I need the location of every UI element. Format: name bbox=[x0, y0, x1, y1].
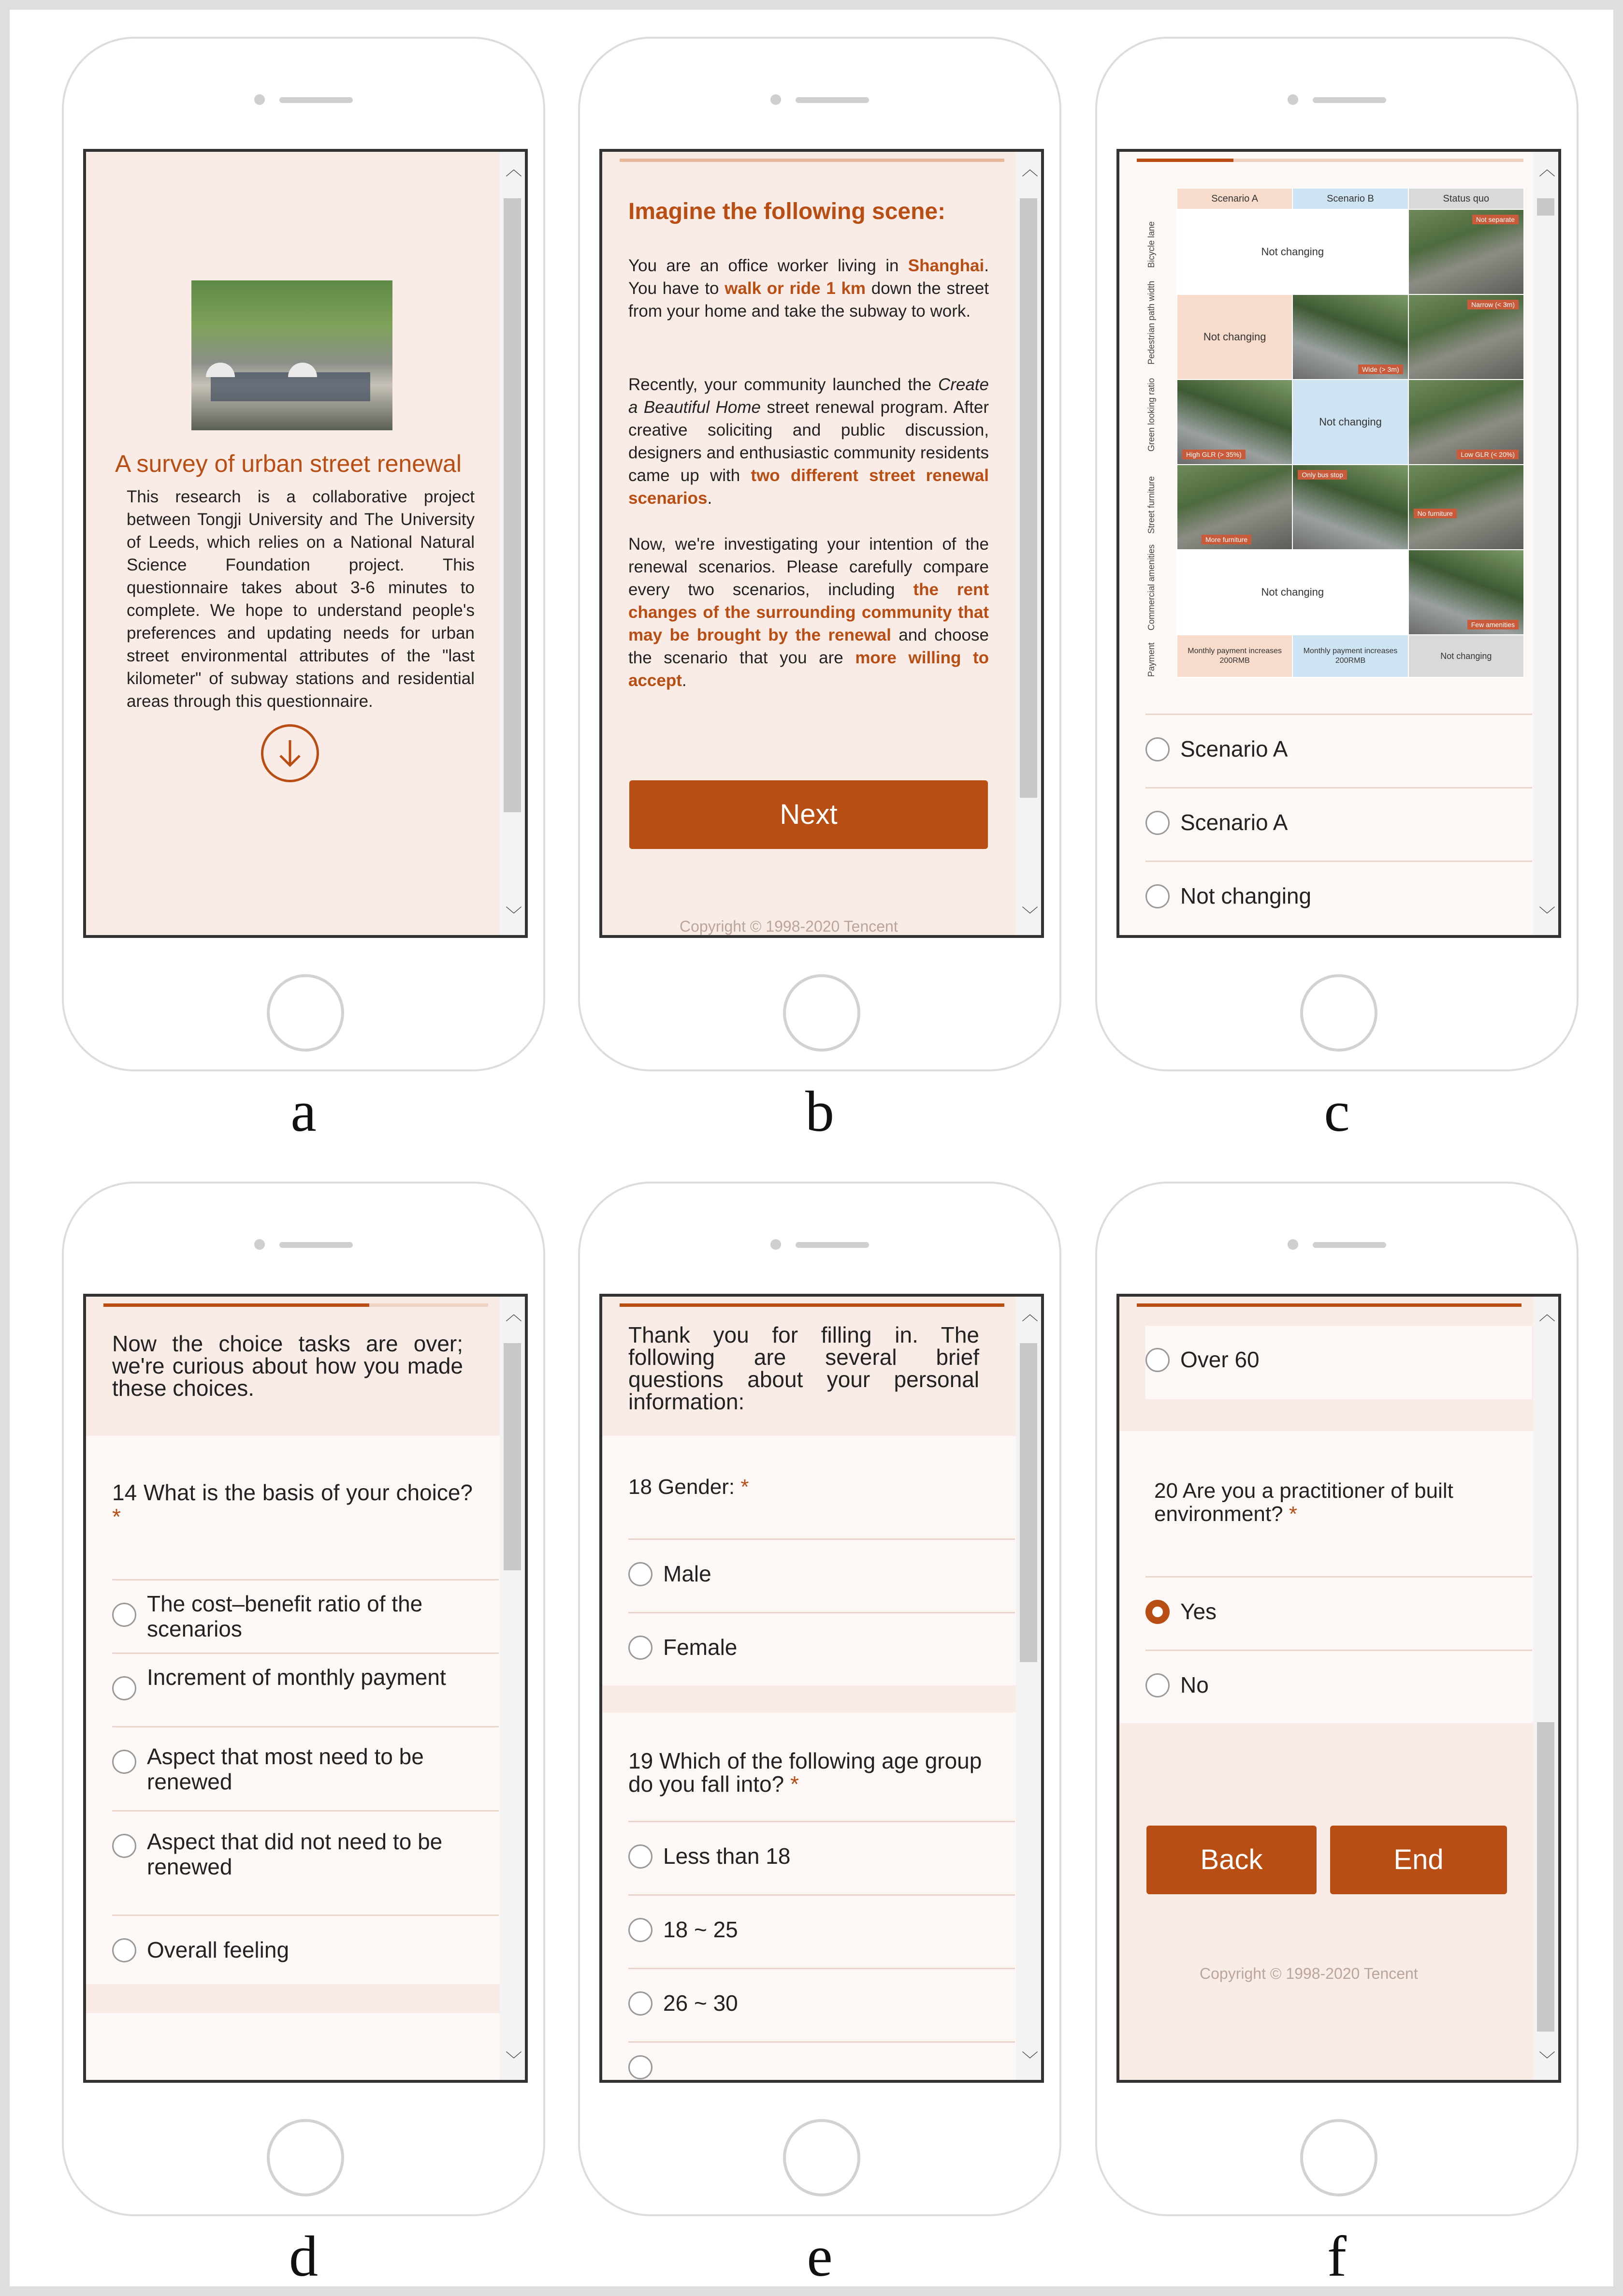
radio-option-over-60[interactable] bbox=[1145, 1326, 1532, 1399]
option-label: The cost–benefit ratio of the scenarios bbox=[147, 1591, 423, 1641]
option-label: Male bbox=[663, 1561, 711, 1586]
home-button[interactable] bbox=[267, 2119, 344, 2196]
option-label: Aspect that did not need to be renewed bbox=[147, 1829, 443, 1879]
cell-payment-status-quo: Not changing bbox=[1408, 635, 1524, 677]
photo-tag: Not separate bbox=[1472, 215, 1519, 224]
scroll-thumb[interactable] bbox=[1020, 1343, 1037, 1662]
radio-button[interactable] bbox=[1145, 884, 1170, 908]
text: down the street from your home and take the subway to work. bbox=[628, 279, 989, 321]
cell-not-changing: Not changing bbox=[1177, 294, 1292, 380]
text: street renewal program. After creative soliciting and public discussion, designers and enthusiastic community residents came up with bbox=[628, 398, 989, 485]
option-label: No bbox=[1180, 1672, 1209, 1697]
option-label: Less than 18 bbox=[663, 1843, 791, 1869]
radio-option-male[interactable] bbox=[628, 1538, 1015, 1612]
intro-text: Now the choice tasks are over; we're curious about how you made these choices. bbox=[112, 1331, 463, 1401]
question-18 bbox=[628, 1476, 749, 1499]
screen-a bbox=[83, 149, 528, 938]
required-asterisk: * bbox=[1289, 1502, 1297, 1526]
text: Now, we're investigating your intention of the renewal scenarios. Please carefully compare every two scenarios, including bbox=[628, 535, 989, 599]
speaker-grille bbox=[796, 97, 869, 103]
scene-paragraph-2 bbox=[628, 373, 989, 510]
radio-option-no[interactable] bbox=[1145, 1650, 1532, 1723]
screen-b bbox=[599, 149, 1044, 938]
home-button[interactable] bbox=[267, 974, 344, 1052]
scenario-comparison-table bbox=[1176, 188, 1524, 678]
radio-option[interactable] bbox=[112, 1915, 499, 1984]
radio-option[interactable] bbox=[628, 1968, 1015, 2041]
radio-button[interactable] bbox=[1145, 811, 1170, 835]
scrollbar[interactable] bbox=[1533, 152, 1558, 935]
street-photo bbox=[1292, 294, 1408, 380]
survey-intro-text: This research is a collaborative project between Tongji University and The University of Leeds, which relies on a National Natural Science Foundation project. This questionnaire takes about 3-6 minutes to complete. We hope to understand people's preferences and updating needs for urban street environmental attributes of the "last kilometer" of subway stations and residential areas through this questionnaire. bbox=[127, 487, 475, 711]
cell-not-changing: Not changing bbox=[1177, 550, 1408, 635]
question-text: 20 Are you a practitioner of built environment? bbox=[1154, 1479, 1453, 1526]
radio-option-yes[interactable] bbox=[1145, 1576, 1532, 1650]
survey-title: A survey of urban street renewal bbox=[115, 450, 462, 477]
progress-bar bbox=[103, 1303, 369, 1307]
row-label: Pedestrian path width bbox=[1146, 280, 1156, 365]
radio-button[interactable] bbox=[112, 1834, 136, 1858]
option-label: Yes bbox=[1180, 1599, 1217, 1624]
scroll-thumb[interactable] bbox=[504, 198, 521, 812]
radio-option[interactable] bbox=[628, 1894, 1015, 1968]
radio-button[interactable] bbox=[1145, 1348, 1170, 1372]
radio-button[interactable] bbox=[628, 1844, 652, 1869]
question-text: 18 Gender: bbox=[628, 1475, 735, 1499]
radio-option-female[interactable] bbox=[628, 1612, 1015, 1685]
text: . bbox=[681, 671, 687, 690]
question-14 bbox=[112, 1480, 473, 1529]
chevron-up-icon[interactable]: ︿ bbox=[506, 161, 522, 179]
scene-paragraph-1 bbox=[628, 254, 989, 322]
progress-bar-remaining bbox=[1233, 159, 1523, 162]
chevron-down-icon[interactable]: ﹀ bbox=[1022, 906, 1038, 924]
highlight: the rent changes of the surrounding community that may be brought by the renewal bbox=[628, 580, 989, 644]
phone-e bbox=[578, 1182, 1061, 2216]
street-photo bbox=[1408, 550, 1524, 635]
panel-label-c: c bbox=[1324, 1079, 1350, 1143]
end-button[interactable]: End bbox=[1330, 1826, 1507, 1894]
camera-dot bbox=[770, 94, 781, 105]
section-divider bbox=[86, 1984, 502, 2013]
screen-c bbox=[1116, 149, 1561, 938]
copyright: Copyright © 1998-2020 Tencent bbox=[680, 918, 898, 935]
radio-button[interactable] bbox=[628, 1918, 652, 1942]
screen-d bbox=[83, 1294, 528, 2083]
scrollbar[interactable] bbox=[1533, 1297, 1558, 2080]
street-photo bbox=[1408, 209, 1524, 294]
option-label: Female bbox=[663, 1635, 738, 1660]
question-text: 19 Which of the following age group do you fall into? bbox=[628, 1748, 982, 1797]
highlight: Shanghai bbox=[908, 256, 985, 275]
progress-bar bbox=[1137, 159, 1233, 162]
cell-payment-b: Monthly payment increases 200RMB bbox=[1292, 635, 1408, 677]
panel-label-a: a bbox=[290, 1079, 317, 1143]
screen-f bbox=[1116, 1294, 1561, 2083]
home-button[interactable] bbox=[783, 974, 860, 1052]
scrollbar[interactable] bbox=[1016, 1297, 1041, 2080]
street-photo bbox=[1177, 465, 1292, 550]
street-photo bbox=[1408, 465, 1524, 550]
text: and choose the scenario that you are bbox=[628, 626, 989, 667]
home-button[interactable] bbox=[1300, 2119, 1377, 2196]
cell-not-changing: Not changing bbox=[1292, 380, 1408, 465]
cell-not-changing: Not changing bbox=[1177, 209, 1408, 294]
phone-c bbox=[1095, 37, 1579, 1071]
radio-option-not-changing[interactable] bbox=[1145, 861, 1532, 934]
photo-tag: More furniture bbox=[1202, 535, 1251, 544]
camera-dot bbox=[254, 1239, 265, 1250]
photo-tag: Wide (> 3m) bbox=[1358, 365, 1403, 374]
required-asterisk: * bbox=[740, 1475, 749, 1499]
speaker-grille bbox=[1313, 1242, 1386, 1248]
panel-label-d: d bbox=[289, 2224, 318, 2288]
text: . You have to bbox=[628, 256, 989, 298]
photo-tag: Narrow (< 3m) bbox=[1467, 300, 1519, 309]
header-status-quo: Status quo bbox=[1408, 188, 1524, 209]
radio-option[interactable] bbox=[628, 2041, 1015, 2083]
phone-d bbox=[62, 1182, 545, 2216]
scroll-thumb[interactable] bbox=[1537, 1722, 1554, 2032]
radio-option[interactable] bbox=[112, 1579, 499, 1653]
chevron-down-icon[interactable]: ﹀ bbox=[1539, 2051, 1555, 2069]
program-name: Create a Beautiful Home bbox=[628, 375, 989, 417]
radio-button-selected[interactable] bbox=[1145, 1600, 1170, 1624]
option-label: Scenario A bbox=[1180, 810, 1288, 835]
row-label: Commercial amenities bbox=[1146, 544, 1156, 630]
chevron-up-icon[interactable]: ︿ bbox=[1022, 1305, 1038, 1324]
speaker-grille bbox=[796, 1242, 869, 1248]
intro-text: Thank you for filling in. The following are several brief questions about your personal information: bbox=[628, 1322, 979, 1414]
progress-bar bbox=[620, 159, 1004, 162]
camera-dot bbox=[254, 94, 265, 105]
chevron-up-icon[interactable]: ︿ bbox=[1539, 1305, 1555, 1324]
required-asterisk: * bbox=[790, 1771, 799, 1797]
radio-button[interactable] bbox=[628, 1991, 652, 2016]
panel-label-e: e bbox=[807, 2224, 833, 2288]
radio-option[interactable] bbox=[112, 1810, 499, 1915]
radio-option[interactable] bbox=[112, 1726, 499, 1810]
required-asterisk: * bbox=[112, 1504, 121, 1529]
radio-button[interactable] bbox=[112, 1750, 136, 1774]
option-label: Not changing bbox=[1180, 883, 1312, 908]
radio-option-scenario-a[interactable] bbox=[1145, 714, 1532, 787]
chevron-up-icon[interactable]: ︿ bbox=[1022, 161, 1038, 179]
option-label: Increment of monthly payment bbox=[147, 1665, 446, 1690]
radio-button[interactable] bbox=[112, 1603, 136, 1627]
radio-button[interactable] bbox=[112, 1676, 136, 1700]
progress-bar bbox=[1137, 1303, 1522, 1307]
radio-option[interactable] bbox=[628, 1821, 1015, 1894]
speaker-grille bbox=[1313, 97, 1386, 103]
phone-f bbox=[1095, 1182, 1579, 2216]
radio-option[interactable] bbox=[112, 1653, 499, 1726]
photo-tag: Few amenities bbox=[1467, 620, 1519, 629]
street-photo bbox=[1408, 294, 1524, 380]
scroll-thumb[interactable] bbox=[504, 1343, 521, 1570]
chevron-down-icon[interactable]: ﹀ bbox=[506, 2051, 522, 2069]
row-label: Bicycle lane bbox=[1146, 221, 1156, 268]
camera-dot bbox=[770, 1239, 781, 1250]
question-20 bbox=[1154, 1479, 1512, 1526]
section-divider bbox=[602, 1685, 1018, 1712]
speaker-grille bbox=[279, 1242, 353, 1248]
scrollbar[interactable] bbox=[500, 1297, 525, 2080]
radio-button[interactable] bbox=[1145, 737, 1170, 761]
header-scenario-b: Scenario B bbox=[1292, 188, 1408, 209]
section-divider bbox=[1119, 1399, 1535, 1431]
hero-photo bbox=[191, 280, 392, 430]
option-label: 26 ~ 30 bbox=[663, 1990, 738, 2016]
panel-label-b: b bbox=[805, 1079, 834, 1143]
camera-dot bbox=[1288, 1239, 1298, 1250]
panel-label-f: f bbox=[1327, 2224, 1347, 2288]
scene-heading: Imagine the following scene: bbox=[628, 199, 946, 224]
home-button[interactable] bbox=[1300, 974, 1377, 1052]
radio-button[interactable] bbox=[628, 2055, 652, 2079]
chevron-up-icon[interactable]: ︿ bbox=[1539, 161, 1555, 179]
text: You are an office worker living in bbox=[628, 256, 908, 275]
scroll-thumb[interactable] bbox=[1020, 198, 1037, 798]
street-photo bbox=[1177, 380, 1292, 465]
row-label: Street furniture bbox=[1146, 476, 1156, 534]
scrollbar[interactable] bbox=[500, 152, 525, 935]
figure-frame bbox=[10, 10, 1613, 2286]
option-label: Over 60 bbox=[1180, 1347, 1260, 1372]
radio-button[interactable] bbox=[628, 1562, 652, 1586]
scene-paragraph-3 bbox=[628, 533, 989, 692]
next-button[interactable]: Next bbox=[629, 780, 988, 849]
highlight: two different street renewal scenarios bbox=[628, 466, 989, 508]
row-label: Payment bbox=[1146, 642, 1156, 677]
highlight: walk or ride 1 km bbox=[725, 279, 866, 298]
progress-bar-remaining bbox=[369, 1303, 488, 1307]
chevron-down-icon[interactable]: ﹀ bbox=[506, 906, 522, 924]
copyright: Copyright © 1998-2020 Tencent bbox=[1200, 1965, 1418, 1982]
text: Recently, your community launched the bbox=[628, 375, 938, 394]
photo-tag: Only bus stop bbox=[1298, 470, 1347, 480]
radio-option-scenario-a-2[interactable] bbox=[1145, 787, 1532, 861]
phone-a bbox=[62, 37, 545, 1071]
circle-down-arrow-icon[interactable] bbox=[261, 724, 319, 782]
chevron-down-icon[interactable]: ﹀ bbox=[1022, 2051, 1038, 2069]
back-button[interactable]: Back bbox=[1146, 1826, 1317, 1894]
photo-tag: High GLR (> 35%) bbox=[1182, 450, 1246, 459]
speaker-grille bbox=[279, 97, 353, 103]
radio-button[interactable] bbox=[628, 1636, 652, 1660]
scroll-thumb[interactable] bbox=[1537, 198, 1554, 216]
scrollbar[interactable] bbox=[1016, 152, 1041, 935]
screen-e bbox=[599, 1294, 1044, 2083]
photo-tag: Low GLR (< 20%) bbox=[1457, 450, 1519, 459]
question-text: 14 What is the basis of your choice? bbox=[112, 1480, 473, 1505]
street-photo bbox=[1408, 380, 1524, 465]
option-label: 18 ~ 25 bbox=[663, 1917, 738, 1942]
option-label: Scenario A bbox=[1180, 736, 1288, 761]
highlight: more willing to accept bbox=[628, 648, 989, 690]
question-19 bbox=[628, 1749, 989, 1796]
option-label: Overall feeling bbox=[147, 1937, 290, 1962]
radio-button[interactable] bbox=[112, 1938, 136, 1962]
chevron-up-icon[interactable]: ︿ bbox=[506, 1305, 522, 1324]
phone-b bbox=[578, 37, 1061, 1071]
home-button[interactable] bbox=[783, 2119, 860, 2196]
chevron-down-icon[interactable]: ﹀ bbox=[1539, 906, 1555, 924]
radio-button[interactable] bbox=[1145, 1673, 1170, 1697]
progress-bar bbox=[620, 1303, 1004, 1307]
street-photo bbox=[1292, 465, 1408, 550]
text: . bbox=[707, 489, 712, 508]
photo-tag: No furniture bbox=[1414, 509, 1457, 518]
cell-payment-a: Monthly payment increases 200RMB bbox=[1177, 635, 1292, 677]
option-label: Aspect that most need to be renewed bbox=[147, 1744, 424, 1794]
header-scenario-a: Scenario A bbox=[1177, 188, 1292, 209]
row-label: Green looking ratio bbox=[1146, 378, 1156, 452]
camera-dot bbox=[1288, 94, 1298, 105]
